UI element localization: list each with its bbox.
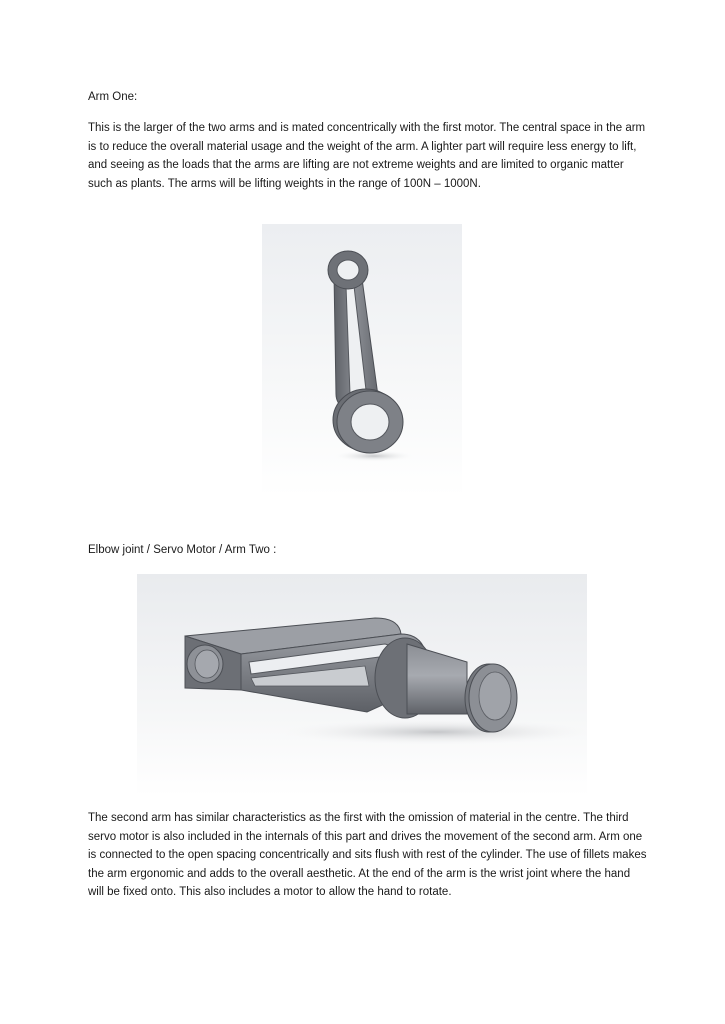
arm-two-render	[137, 574, 587, 796]
arm-one-render	[262, 224, 462, 497]
arm-one-heading: Arm One:	[88, 91, 138, 103]
arm-two-heading: Elbow joint / Servo Motor / Arm Two :	[88, 544, 277, 556]
arm-one-description: This is the larger of the two arms and is mated concentrically with the first motor. The central space in the arm is to reduce the overall material usage and the weight of the arm. A lighter part will require less energy to lift, and seeing as the loads that the arms are lifting are not extreme weights and are limited to organic matter such as plants. The arms will be lifting weights in the range of 100N – 1000N.	[88, 122, 646, 190]
arm-two-description: The second arm has similar characteristics as the first with the omission of material in the centre. The third servo motor is also included in the internals of this part and drives the movement of the second arm. Arm one is connected to the open spacing concentrically and sits flush with rest of the cylinder. The use of fillets makes the arm ergonomic and adds to the overall aesthetic. At the end of the arm is the wrist joint where the hand will be fixed onto. This also includes a motor to allow the hand to rotate.	[88, 812, 647, 899]
